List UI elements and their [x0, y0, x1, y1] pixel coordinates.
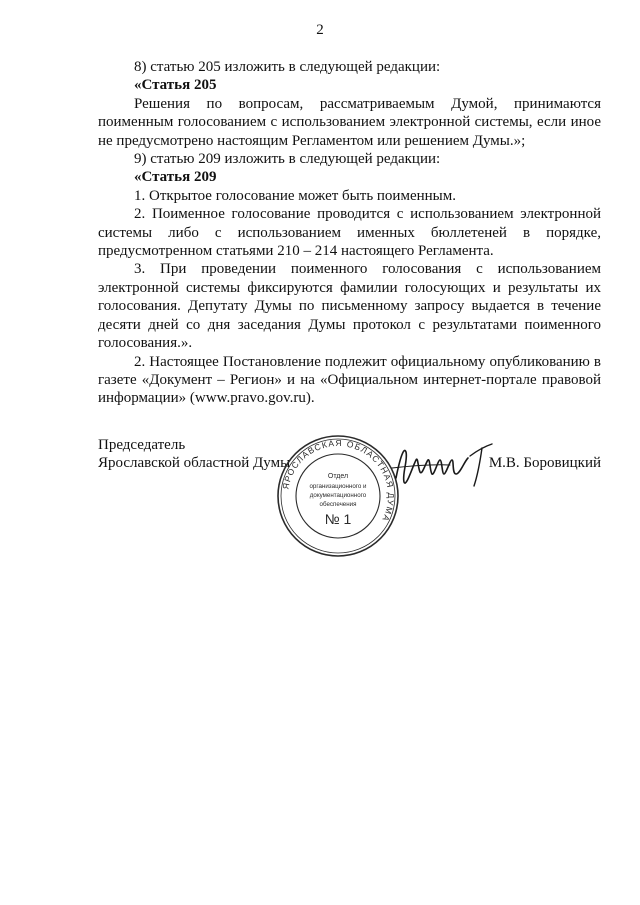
stamp-ring-text-path: ЯРОСЛАВСКАЯ ОБЛАСТНАЯ ДУМА [280, 437, 397, 524]
document-body [98, 58, 601, 408]
signer-name: М.В. Боровицкий [488, 455, 601, 472]
paragraph-amend-209: 9) статью 209 изложить в следующей редакции: [134, 151, 441, 168]
page-number: 2 [316, 22, 324, 38]
publication-clause: 2. Настоящее Постановление подлежит официальному опубликованию в газете «Документ – Регион» и на «Официальном интернет-портале правовой информации» (www.pravo.gov.ru). [98, 353, 601, 407]
article-209-heading: «Статья 209 [134, 169, 217, 186]
article-209-item-1: 1. Открытое голосование может быть поименным. [134, 187, 456, 204]
article-209-item-2: 2. Поименное голосование проводится с использованием электронной системы либо с использованием именных бюллетеней в порядке, предусмотренном статьями 210 – 214 настоящего Регламента. [98, 206, 601, 260]
signer-title-line-1: Председатель [98, 437, 186, 453]
handwritten-signature [390, 438, 500, 494]
signer-title [98, 436, 290, 473]
signer-title-line-2: Ярославской областной Думы [98, 455, 291, 472]
paragraph-amend-205: 8) статью 205 изложить в следующей редакции: [134, 59, 441, 75]
signature-block [98, 436, 601, 576]
official-seal-stamp [276, 434, 400, 558]
article-205-text: Решения по вопросам, рассматриваемым Думой, принимаются поименным голосованием с использованием электронной системы, если иное не предусмотрено настоящим Регламентом или решением Думы.»; [98, 95, 601, 149]
stamp-line-2: организационного и [309, 483, 367, 490]
article-205-heading: «Статья 205 [134, 77, 217, 94]
stamp-number: № 1 [324, 511, 352, 527]
stamp-line-4: обеспечения [319, 501, 357, 508]
article-209-item-3: 3. При проведении поименного голосования с использованием электронной системы фиксируются фамилии голосующих и результаты их голосования. Депутату Думы по письменному запросу выдается в течение десяти дней со дня заседания Думы протокол с результатами поименного голосования.». [98, 261, 601, 352]
stamp-line-1: Отдел [327, 473, 349, 480]
stamp-line-3: документационного [309, 492, 367, 499]
